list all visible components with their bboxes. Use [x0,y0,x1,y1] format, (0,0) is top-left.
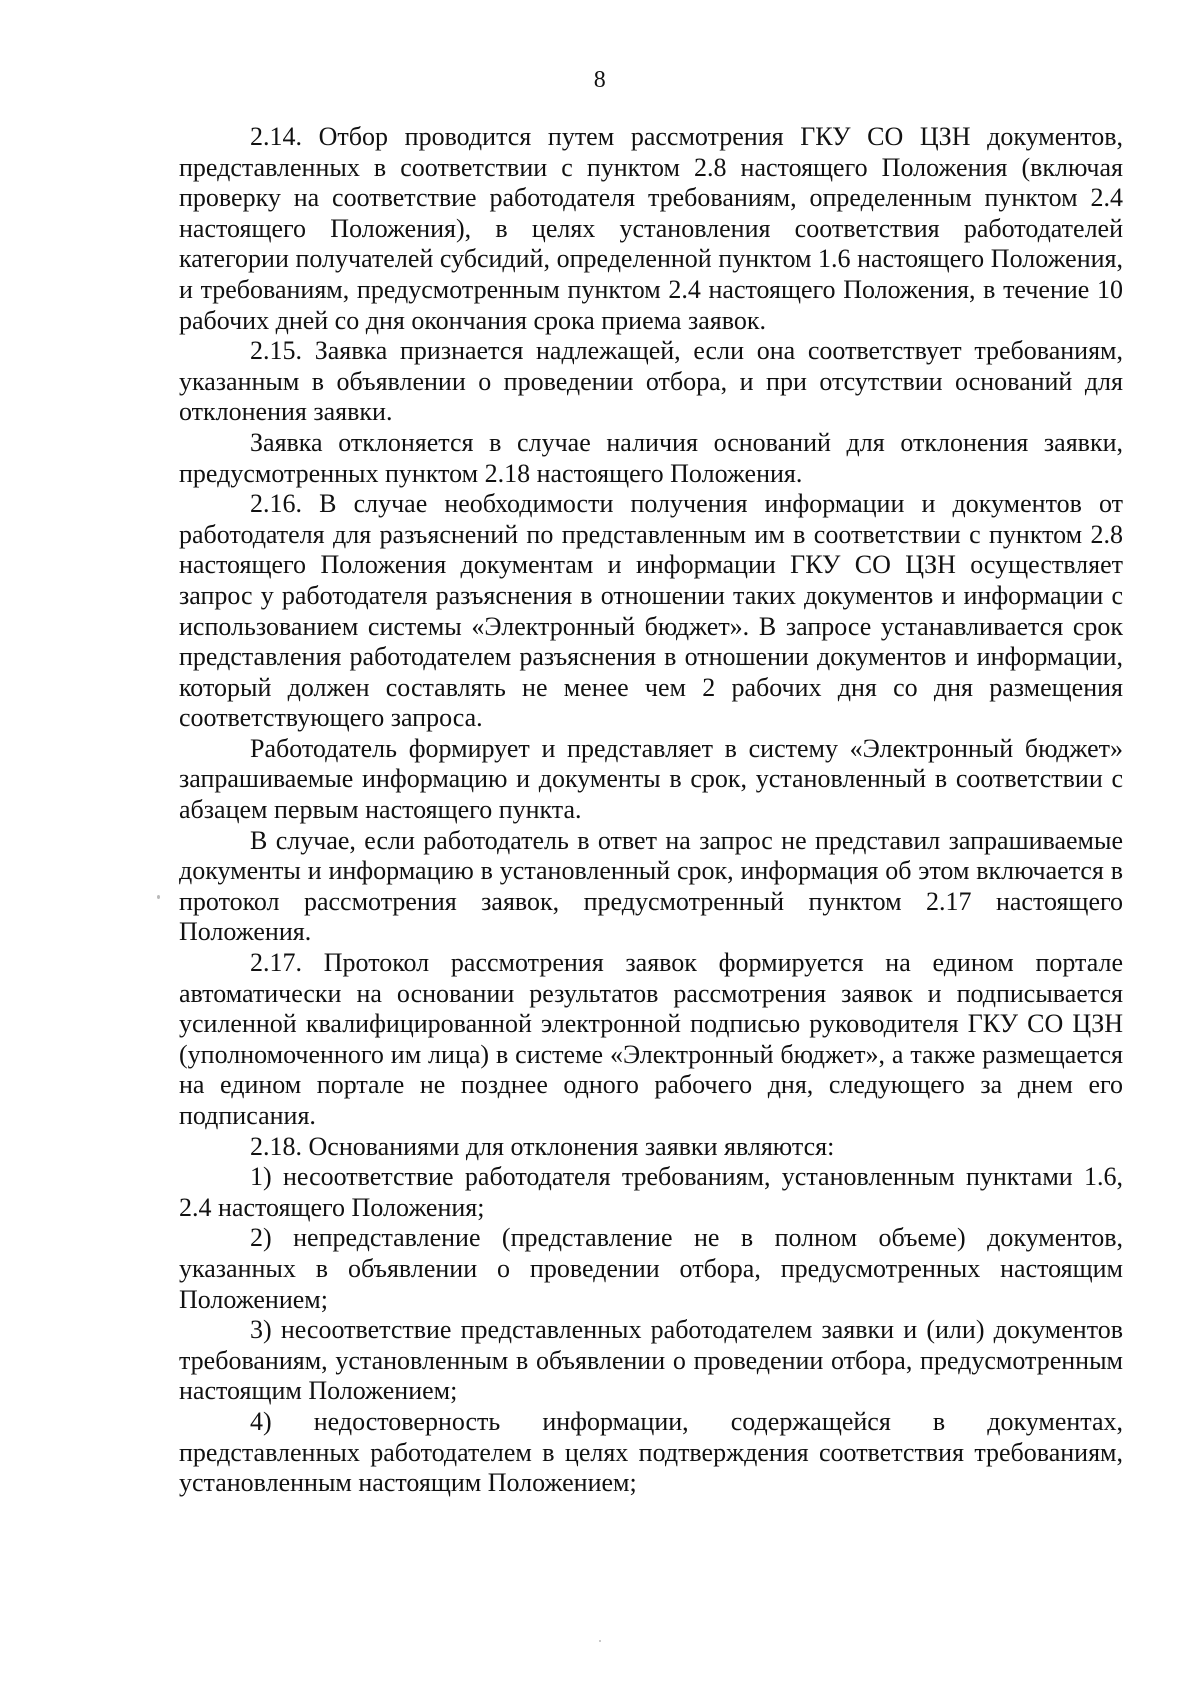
rejection-ground-4: 4) недостоверность информации, содержащейся в документах, представленных работодателем в целях подтверждения соответствия требованиям, установленным настоящим Положением; [179,1406,1123,1498]
paragraph-2-14: 2.14. Отбор проводится путем рассмотрения ГКУ СО ЦЗН документов, представленных в соответствии с пунктом 2.8 настоящего Положения (включая проверку на соответствие работодателя требованиям, определенным пунктом 2.4 настоящего Положения), в целях установления соответствия работодателей категории получателей субсидий, определенной пунктом 1.6 настоящего Положения, и требованиям, предусмотренным пунктом 2.4 настоящего Положения, в течение 10 рабочих дней со дня окончания срока приема заявок. [179,122,1123,335]
scan-speck [599,1640,601,1642]
rejection-ground-3: 3) несоответствие представленных работодателем заявки и (или) документов требованиям, установленным в объявлении о проведении отбора, предусмотренным настоящим Положением; [179,1315,1123,1406]
document-body [179,122,1123,1499]
paragraph-2-16-no-response: В случае, если работодатель в ответ на запрос не представил запрашиваемые документы и информацию в установленный срок, информация об этом включается в протокол рассмотрения заявок, предусмотренный пунктом 2.17 настоящего Положения. [179,825,1123,947]
page-number: 8 [593,67,607,93]
paragraph-2-15-rejection: Заявка отклоняется в случае наличия оснований для отклонения заявки, предусмотренных пунктом 2.18 настоящего Положения. [179,427,1123,488]
scan-speck [157,895,160,899]
paragraph-2-16: 2.16. В случае необходимости получения информации и документов от работодателя для разъяснений по представленным им в соответствии с пунктом 2.8 настоящего Положения документам и информации ГКУ СО ЦЗН осуществляет запрос у работодателя разъяснения в отношении таких документов и информации с использованием системы «Электронный бюджет». В запросе устанавливается срок представления работодателем разъяснения в отношении документов и информации, который должен составлять не менее чем 2 рабочих дня со дня размещения соответствующего запроса. [179,489,1123,733]
rejection-ground-2: 2) непредставление (представление не в полном объеме) документов, указанных в объявлении о проведении отбора, предусмотренных настоящим Положением; [179,1223,1123,1314]
rejection-ground-1: 1) несоответствие работодателя требованиям, установленным пунктами 1.6, 2.4 настоящего Положения; [179,1162,1123,1222]
paragraph-2-18: 2.18. Основаниями для отклонения заявки являются: [250,1131,835,1161]
paragraph-2-16-employer: Работодатель формирует и представляет в систему «Электронный бюджет» запрашиваемые информацию и документы в срок, установленный в соответствии с абзацем первым настоящего пункта. [179,733,1123,825]
paragraph-2-17: 2.17. Протокол рассмотрения заявок формируется на едином портале автоматически на основании результатов рассмотрения заявок и подписывается усиленной квалифицированной электронной подписью руководителя ГКУ СО ЦЗН (уполномоченного им лица) в системе «Электронный бюджет», а также размещается на едином портале не позднее одного рабочего дня, следующего за днем его подписания. [179,948,1123,1130]
paragraph-2-15: 2.15. Заявка признается надлежащей, если она соответствует требованиям, указанным в объявлении о проведении отбора, и при отсутствии оснований для отклонения заявки. [179,336,1123,427]
